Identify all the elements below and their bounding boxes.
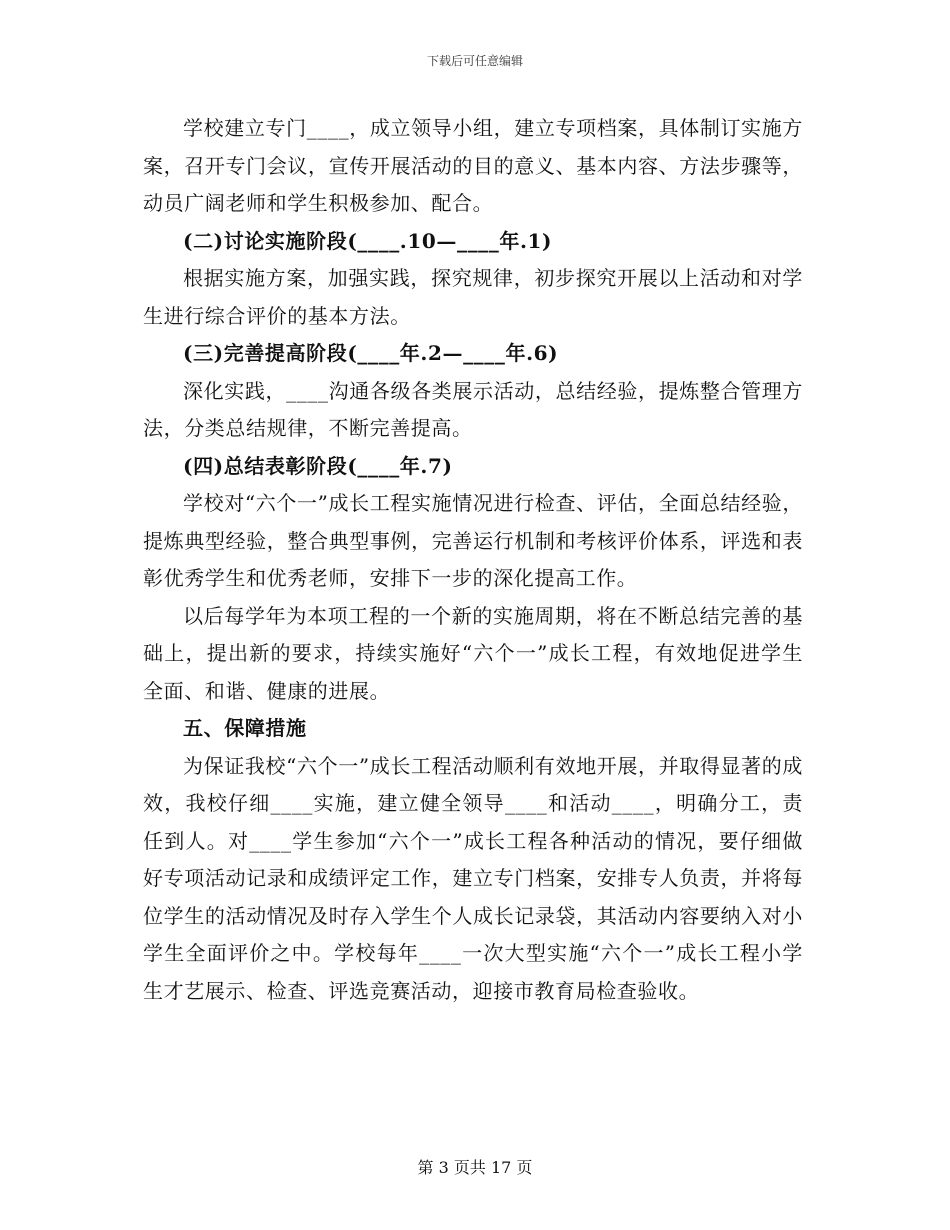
paragraph-preparation: 学校建立专门____，成立领导小组，建立专项档案，具体制订实施方案，召开专门会议，宣传开展活动的目的意义、基本内容、方法步骤等，动员广阔老师和学生积极参加、配合。 [143,116,803,215]
heading-improvement-stage: (三)完善提高阶段(____年.2—____年.6) [183,341,559,365]
page-footer: 第 3 页共 17 页 [417,1158,533,1177]
paragraph-safeguards: 为保证我校“六个一”成长工程活动顺利有效地开展，并取得显著的成效，我校仔细____实施，建立健全领导____和活动____，明确分工，责任到人。对____学生参加“六个一”成长工程各种活动的情况，要仔细做好专项活动记录和成绩评定工作，建立专门档案，安排专人负责，并将每位学生的活动情况及时存入学生个人成长记录袋，其活动内容要纳入对小学生全面评价之中。学校每年____一次大型实施“六个一”成长工程小学生才艺展示、检查、评选竞赛活动，迎接市教育局检查验收。 [143,753,803,1003]
paragraph-improvement-stage: 深化实践，____沟通各级各类展示活动，总结经验，提炼整合管理方法，分类总结规律，不断完善提高。 [143,378,803,440]
document-body [143,110,803,1010]
paragraph-research-stage: 根据实施方案，加强实践，探究规律，初步探究开展以上活动和对学生进行综合评价的基本方法。 [143,266,803,328]
paragraph-future-cycle: 以后每学年为本项工程的一个新的实施周期，将在不断总结完善的基础上，提出新的要求，持续实施好“六个一”成长工程，有效地促进学生全面、和谐、健康的进展。 [143,603,803,703]
heading-safeguards: 五、保障措施 [183,716,307,740]
heading-summary-stage: (四)总结表彰阶段(____年.7) [183,453,453,478]
page-header: 下载后可任意编辑 [426,54,523,68]
paragraph-summary-stage: 学校对“六个一”成长工程实施情况进行检查、评估，全面总结经验，提炼典型经验，整合典型事例，完善运行机制和考核评价体系，评选和表彰优秀学生和优秀老师，安排下一步的深化提高工作。 [143,491,803,590]
heading-research-stage: (二)讨论实施阶段(____.10—____年.1) [183,228,553,253]
